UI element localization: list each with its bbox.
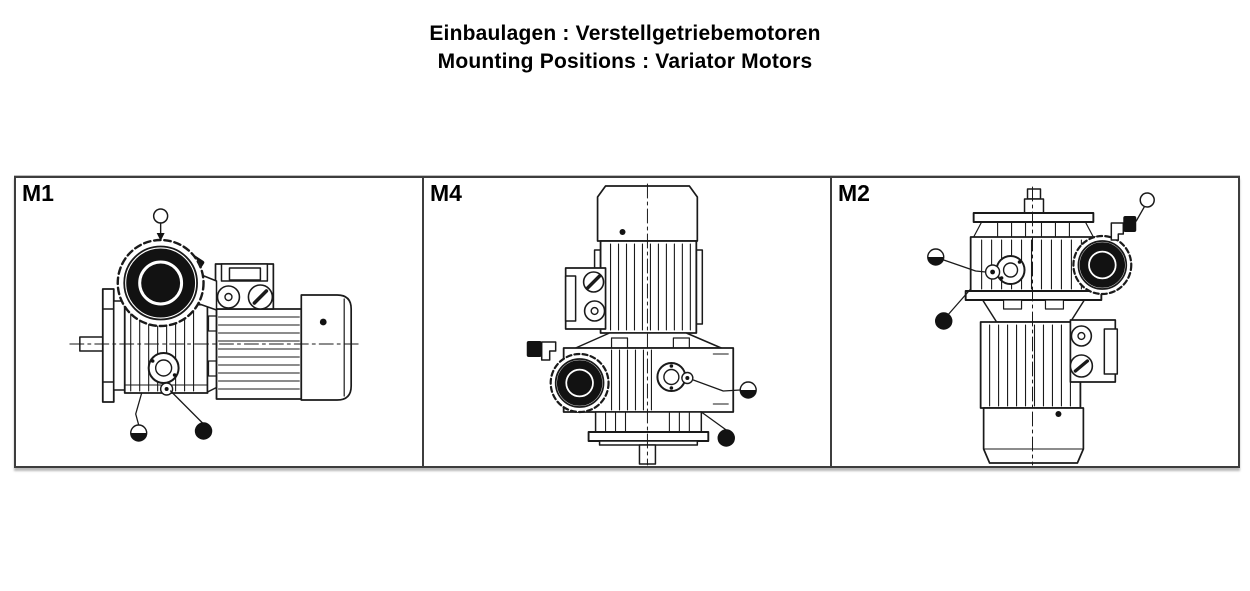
- drain-plug-leader: [949, 289, 971, 314]
- mounting-positions-row: [14, 176, 1240, 468]
- output-flange: [974, 213, 1094, 237]
- level-plug-icon: [131, 425, 147, 441]
- motor-body: [981, 322, 1081, 408]
- motor-body: [595, 241, 703, 333]
- terminal-box: [1070, 320, 1117, 382]
- m4-motor-drawing: [424, 178, 830, 466]
- title-line-english: Mounting Positions : Variator Motors: [437, 50, 813, 73]
- drain-plug-leader: [701, 412, 726, 430]
- breather-elbow: [1111, 223, 1123, 240]
- fan-cover: [984, 408, 1084, 463]
- speed-adjust-knob: [527, 341, 542, 357]
- output-boss: [997, 256, 1025, 284]
- level-plug-leader: [136, 393, 142, 425]
- panel-label-m2: M2: [838, 180, 870, 206]
- terminal-box: [566, 268, 606, 329]
- drain-plug-icon: [936, 313, 952, 329]
- handwheel-icon: [1073, 236, 1131, 294]
- output-flange: [589, 412, 709, 445]
- level-plug-icon: [928, 249, 944, 265]
- m2-motor-drawing: [832, 178, 1238, 466]
- handwheel-icon: [118, 240, 204, 326]
- breather-plug-icon: [154, 209, 168, 241]
- panel-m1: [16, 178, 424, 466]
- level-plug-icon: [740, 382, 756, 398]
- bell-housing: [983, 300, 1085, 322]
- speed-adjust-knob: [1123, 216, 1136, 232]
- output-shaft: [1025, 189, 1044, 213]
- panel-m2: [832, 178, 1238, 466]
- panel-label-m4: M4: [430, 180, 462, 206]
- terminal-box: [216, 264, 274, 309]
- breather-leader: [1136, 207, 1144, 221]
- bell-housing: [576, 333, 722, 348]
- drain-plug-icon: [718, 430, 734, 446]
- panel-label-m1: M1: [22, 180, 54, 206]
- motor-body: [217, 309, 302, 399]
- level-plug-port-center: [990, 270, 995, 275]
- handwheel-icon: [551, 354, 609, 412]
- drain-plug-icon: [196, 423, 212, 439]
- output-flange: [103, 289, 125, 402]
- breather-elbow: [542, 342, 556, 360]
- breather-plug-icon: [1140, 193, 1154, 207]
- page-title: [0, 20, 1250, 76]
- m1-motor-drawing: [16, 178, 422, 466]
- fan-cover: [301, 295, 351, 400]
- drain-plug-leader: [171, 391, 204, 424]
- title-line-german: Einbaulagen : Verstellgetriebemotoren: [429, 22, 821, 45]
- panel-m4: [424, 178, 832, 466]
